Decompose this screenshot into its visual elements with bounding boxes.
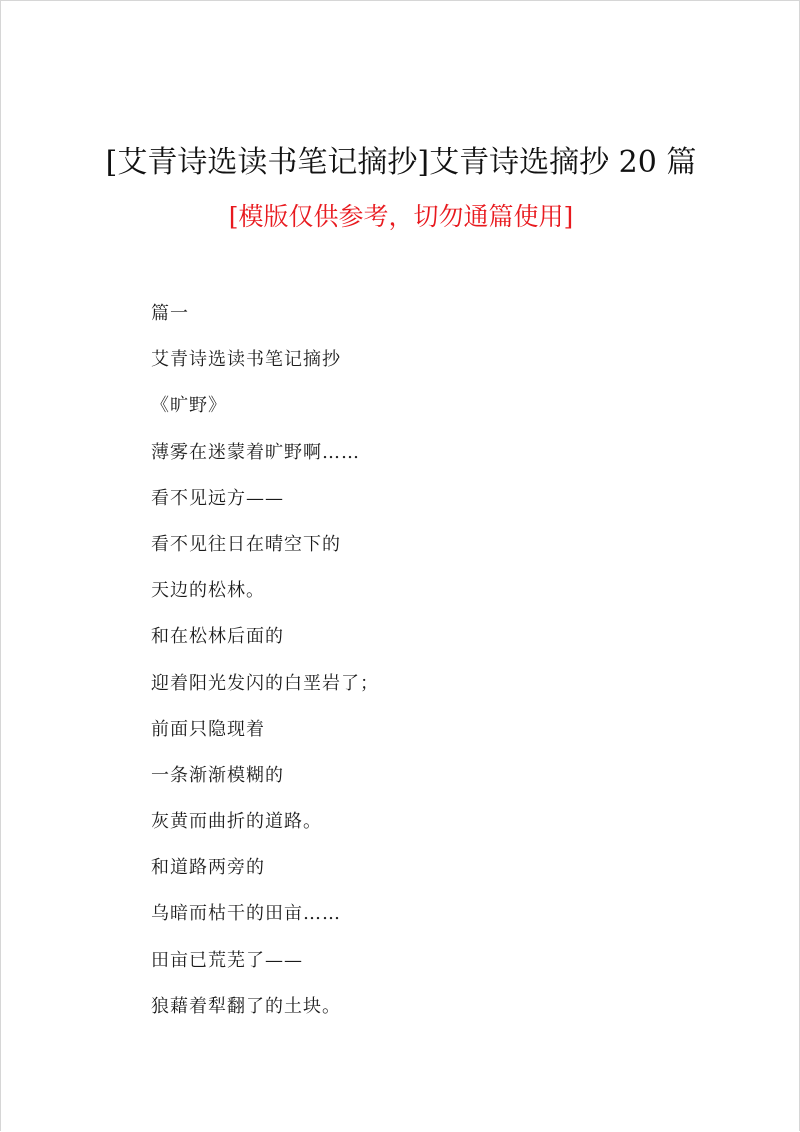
poem-line: 《旷野》 <box>151 395 227 417</box>
document-title: [艾青诗选读书笔记摘抄]艾青诗选摘抄 20 篇 <box>105 145 697 180</box>
poem-body <box>151 299 711 1038</box>
poem-line: 前面只隐现着 <box>151 718 265 740</box>
poem-line: 篇一 <box>151 303 189 324</box>
poem-line: 艾青诗选读书笔记摘抄 <box>151 349 341 371</box>
template-notice: [模版仅供参考，切勿通篇使用] <box>228 202 574 231</box>
poem-line: 田亩已荒芜了—— <box>151 949 303 971</box>
poem-line: 迎着阳光发闪的白垩岩了； <box>151 672 379 694</box>
poem-line: 看不见往日在晴空下的 <box>151 533 341 555</box>
poem-line: 看不见远方—— <box>151 487 284 509</box>
poem-line: 天边的松林。 <box>151 580 265 602</box>
poem-line: 乌暗而枯干的田亩…… <box>151 903 341 925</box>
poem-line: 薄雾在迷蒙着旷野啊…… <box>151 441 360 463</box>
poem-line: 和在松林后面的 <box>151 626 284 648</box>
poem-line: 和道路两旁的 <box>151 857 265 879</box>
poem-line: 灰黄而曲折的道路。 <box>151 811 322 833</box>
poem-line: 狼藉着犁翻了的土块。 <box>151 995 341 1017</box>
poem-line: 一条渐渐模糊的 <box>151 764 284 786</box>
